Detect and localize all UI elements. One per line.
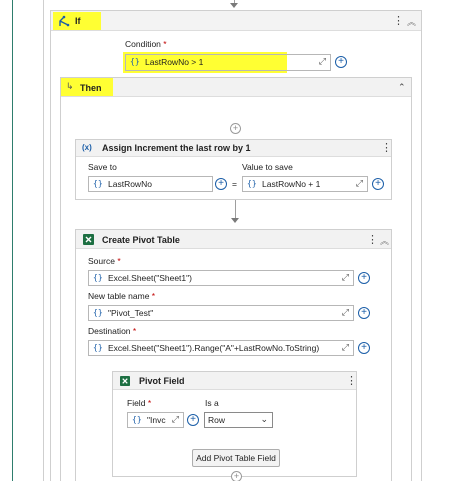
- save-to-add-variable-button[interactable]: +: [215, 178, 227, 190]
- value-expand-icon[interactable]: ⤢: [355, 178, 363, 188]
- pivot-field-expand-icon[interactable]: ⤢: [171, 414, 179, 424]
- condition-label: Condition *: [125, 39, 167, 49]
- assign-more-options-icon[interactable]: ⋮: [381, 142, 392, 154]
- create-pivot-table-card[interactable]: [75, 229, 392, 481]
- if-branch-icon: [58, 15, 70, 29]
- condition-add-variable-button[interactable]: +: [335, 56, 347, 68]
- save-to-value: LastRowNo: [108, 179, 152, 189]
- pivot-field-header[interactable]: [113, 372, 356, 390]
- if-activity-header[interactable]: [51, 11, 421, 31]
- destination-value: Excel.Sheet("Sheet1").Range("A"+LastRowNo.ToString): [108, 343, 320, 353]
- source-label: Source *: [88, 256, 121, 266]
- excel-icon: [83, 234, 94, 247]
- assign-icon: (x): [82, 143, 92, 152]
- value-brace-icon: {}: [247, 179, 257, 188]
- value-to-save-field[interactable]: [242, 176, 368, 192]
- chevron-down-icon: ⌄: [260, 414, 268, 424]
- pivot-field-brace-icon: {}: [132, 415, 142, 424]
- is-a-label: Is a: [205, 398, 219, 408]
- table-name-expand-icon[interactable]: ⤢: [341, 307, 349, 317]
- value-to-save-label: Value to save: [242, 162, 293, 172]
- pivot-field-input[interactable]: [127, 412, 184, 428]
- save-to-label: Save to: [88, 162, 117, 172]
- source-value: Excel.Sheet("Sheet1"): [108, 273, 192, 283]
- source-brace-icon: {}: [93, 273, 103, 282]
- save-to-field[interactable]: [88, 176, 213, 192]
- condition-expand-icon[interactable]: ⤢: [318, 56, 326, 66]
- equals-sign: =: [232, 179, 237, 189]
- if-collapse-icon[interactable]: ︽: [407, 17, 417, 27]
- assign-to-pivot-connector: [235, 200, 236, 220]
- is-a-value: Row: [208, 415, 226, 425]
- pivot-field-add-variable-button[interactable]: +: [187, 414, 199, 426]
- then-header[interactable]: [61, 78, 411, 97]
- condition-brace-icon: {}: [130, 57, 140, 66]
- pivot-title: Create Pivot Table: [102, 235, 180, 245]
- condition-value: LastRowNo > 1: [145, 57, 204, 67]
- add-activity-top-button[interactable]: +: [230, 123, 241, 134]
- left-edge-line: [12, 0, 13, 481]
- save-to-brace-icon: {}: [93, 179, 103, 188]
- source-add-variable-button[interactable]: +: [358, 272, 370, 284]
- then-collapse-icon[interactable]: ⌃: [398, 82, 406, 92]
- destination-field[interactable]: [88, 340, 354, 356]
- add-activity-bottom-button[interactable]: +: [231, 471, 242, 481]
- pivot-collapse-icon[interactable]: ︽: [380, 236, 390, 246]
- table-name-label: New table name *: [88, 291, 156, 301]
- condition-field[interactable]: [125, 54, 331, 71]
- pivot-field-title: Pivot Field: [139, 376, 185, 386]
- top-connector-arrow: [230, 3, 238, 8]
- table-name-add-variable-button[interactable]: +: [358, 307, 370, 319]
- is-a-select[interactable]: [204, 412, 273, 428]
- value-to-save-value: LastRowNo + 1: [262, 179, 321, 189]
- table-name-field[interactable]: [88, 305, 354, 321]
- if-activity-card[interactable]: [50, 10, 422, 481]
- table-name-value: "Pivot_Test": [108, 308, 154, 318]
- source-field[interactable]: [88, 270, 354, 286]
- destination-expand-icon[interactable]: ⤢: [341, 342, 349, 352]
- value-add-variable-button[interactable]: +: [372, 178, 384, 190]
- table-name-brace-icon: {}: [93, 308, 103, 317]
- source-expand-icon[interactable]: ⤢: [341, 272, 349, 282]
- assign-activity-card[interactable]: [75, 139, 392, 200]
- pivot-field-excel-icon: [120, 376, 130, 388]
- add-pivot-table-field-button[interactable]: Add Pivot Table Field: [192, 449, 280, 467]
- left-edge-line-inner: [43, 0, 44, 481]
- pivot-field-more-options-icon[interactable]: ⋮: [346, 375, 357, 387]
- field-label: Field *: [127, 398, 152, 408]
- assign-header[interactable]: [76, 140, 391, 157]
- pivot-field-value: "Invc: [147, 415, 166, 425]
- then-title: Then: [80, 83, 102, 93]
- pivot-header[interactable]: [76, 230, 391, 249]
- then-arrow-icon: ↳: [66, 81, 74, 91]
- destination-label: Destination *: [88, 326, 137, 336]
- pivot-more-options-icon[interactable]: ⋮: [367, 234, 378, 246]
- destination-brace-icon: {}: [93, 343, 103, 352]
- if-title: If: [75, 16, 81, 26]
- assign-to-pivot-arrow: [231, 218, 239, 223]
- pivot-field-card[interactable]: [112, 371, 357, 477]
- if-more-options-icon[interactable]: ⋮: [393, 15, 404, 27]
- then-block[interactable]: [60, 77, 412, 481]
- assign-title: Assign Increment the last row by 1: [102, 143, 251, 153]
- destination-add-variable-button[interactable]: +: [358, 342, 370, 354]
